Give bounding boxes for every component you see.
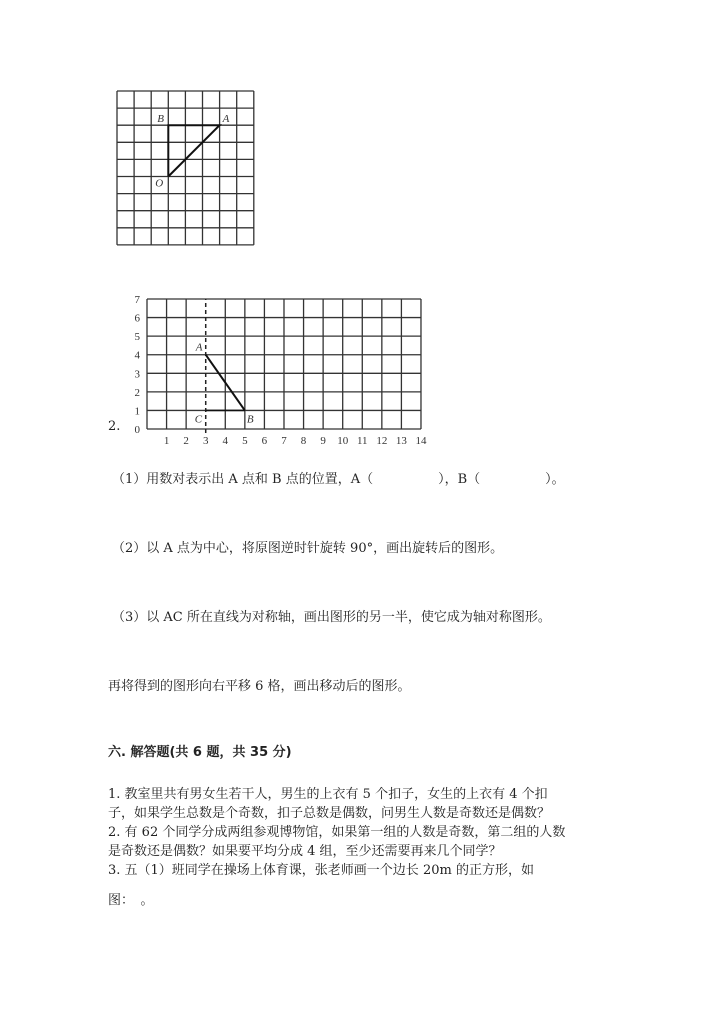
question-4: 再将得到的图形向右平移 6 格，画出移动后的图形。 [108, 679, 411, 694]
x-tick-label: 3 [202, 435, 209, 447]
x-tick-label: 11 [356, 435, 368, 447]
y-tick-label: 7 [134, 294, 140, 307]
question-3: （3）以 AC 所在直线为对称轴，画出图形的另一半，使它成为轴对称图形。 [112, 610, 551, 625]
problem-line: 2. 有 62 个同学分成两组参观博物馆，如果第一组的人数是奇数，第二组的人数 [108, 825, 566, 840]
x-tick-label: 5 [242, 435, 248, 447]
y-tick-label: 5 [134, 331, 140, 344]
y-tick-label: 0 [134, 424, 140, 436]
problem-line: 3. 五（1）班同学在操场上体育课，张老师画一个边长 20m 的正方形，如 [108, 863, 534, 878]
problem-line: 图： 。 [108, 893, 154, 908]
coordinate-grid-figure-2 [0, 0, 720, 460]
x-tick-label: 14 [415, 435, 427, 447]
question-1: （1）用数对表示出 A 点和 B 点的位置，A（ ），B（ ）。 [112, 472, 565, 487]
problem-line: 1. 教室里共有男女生若干人，男生的上衣有 5 个扣子，女生的上衣有 4 个扣 [108, 787, 548, 802]
y-tick-label: 1 [134, 405, 140, 418]
y-tick-label: 6 [134, 312, 140, 325]
figure-number: 2. [108, 419, 121, 434]
problem-line: 是奇数还是偶数？如果要平均分成 4 组，至少还需要再来几个同学？ [108, 844, 502, 859]
x-tick-label: 2 [183, 435, 189, 447]
point-label-C: C [194, 413, 203, 426]
problem-line: 子，如果学生总数是个奇数，扣子总数是偶数，问男生人数是奇数还是偶数？ [108, 806, 551, 821]
point-label-B: B [157, 113, 165, 126]
x-tick-label: 4 [222, 435, 229, 447]
x-tick-label: 10 [337, 435, 349, 447]
x-tick-label: 6 [261, 435, 268, 447]
point-label-B: B [246, 413, 254, 426]
point-label-A: A [195, 341, 203, 354]
x-tick-label: 1 [163, 435, 170, 447]
x-tick-label: 7 [281, 435, 287, 447]
y-tick-label: 3 [134, 368, 140, 381]
x-tick-label: 12 [376, 435, 388, 447]
y-tick-label: 2 [134, 386, 140, 399]
x-tick-label: 9 [320, 435, 326, 447]
question-2: （2）以 A 点为中心，将原图逆时针旋转 90°，画出旋转后的图形。 [112, 541, 504, 556]
y-tick-label: 4 [134, 349, 140, 362]
x-tick-label: 13 [395, 435, 407, 447]
point-label-O: O [155, 177, 164, 190]
point-label-A: A [222, 113, 230, 126]
x-tick-label: 8 [300, 435, 307, 447]
section-title: 六. 解答题(共 6 题，共 35 分) [108, 745, 292, 760]
